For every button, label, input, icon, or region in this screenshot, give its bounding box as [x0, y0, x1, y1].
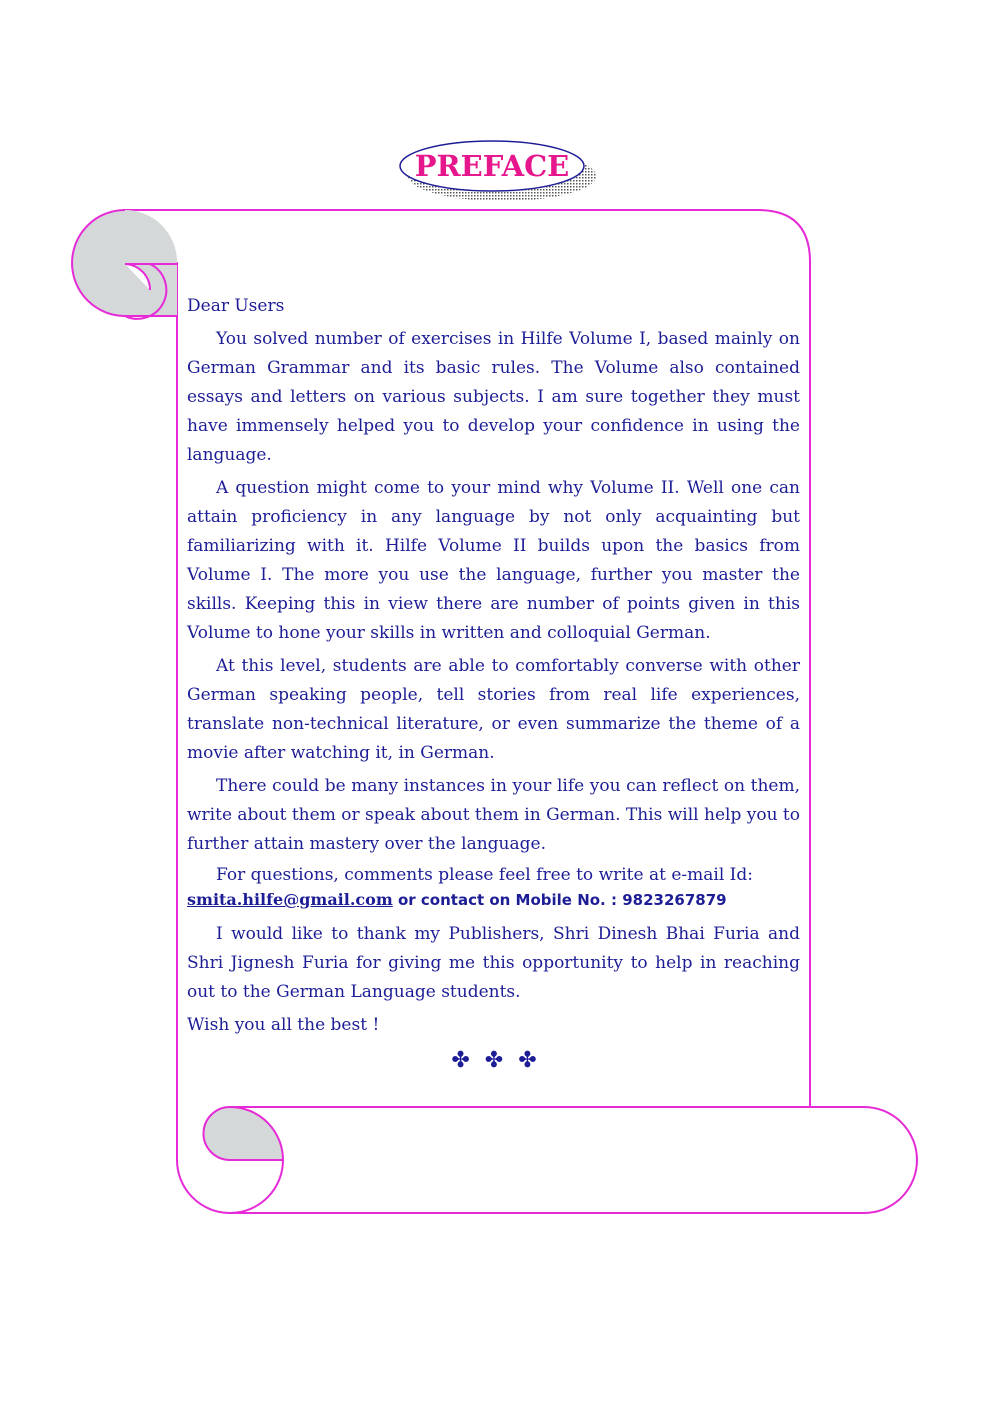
bottom-scroll-curl: [204, 1107, 284, 1213]
title-badge: [400, 141, 596, 201]
greeting: Dear Users: [187, 296, 285, 316]
paragraph-4: There could be many instances in your life you can reflect on them, write about them or speak about them in German. This will help you to further attain mastery over the language.: [187, 776, 800, 854]
page-title: PREFACE: [414, 149, 570, 183]
closing: Wish you all the best !: [187, 1015, 380, 1035]
contact-intro: For questions, comments please feel free to write at e-mail Id:: [216, 865, 754, 885]
paragraph-thanks: I would like to thank my Publishers, Shri Dinesh Bhai Furia and Shri Jignesh Furia for giving me this opportunity to help in reaching out to the German Language students.: [187, 924, 800, 1002]
top-scroll-curl: [72, 210, 177, 319]
ornament-divider: ✤ ✤ ✤: [451, 1048, 541, 1073]
mobile-text: or contact on Mobile No. : 9823267879: [392, 891, 727, 909]
email-link[interactable]: smita.hilfe@gmail.com: [187, 890, 393, 909]
contact-details: [187, 888, 800, 912]
paragraph-3: At this level, students are able to comfortably converse with other German speaking people, tell stories from real life experiences, translate non-technical literature, or even summarize the theme of a movie after watching it, in German.: [187, 656, 800, 763]
preface-letter: [187, 292, 800, 1044]
paragraph-2: A question might come to your mind why Volume II. Well one can attain proficiency in any language by not only acquainting but familiarizing with it. Hilfe Volume II builds upon the basics from Volume I. The more you use the language, further you master the skills. Keeping this in view there are number of points given in this Volume to hone your skills in written and colloquial German.: [187, 478, 800, 643]
paragraph-1: You solved number of exercises in Hilfe Volume I, based mainly on German Grammar and its basic rules. The Volume also contained essays and letters on various subjects. I am sure together they must have immensely helped you to develop your confidence in using the language.: [187, 329, 800, 465]
